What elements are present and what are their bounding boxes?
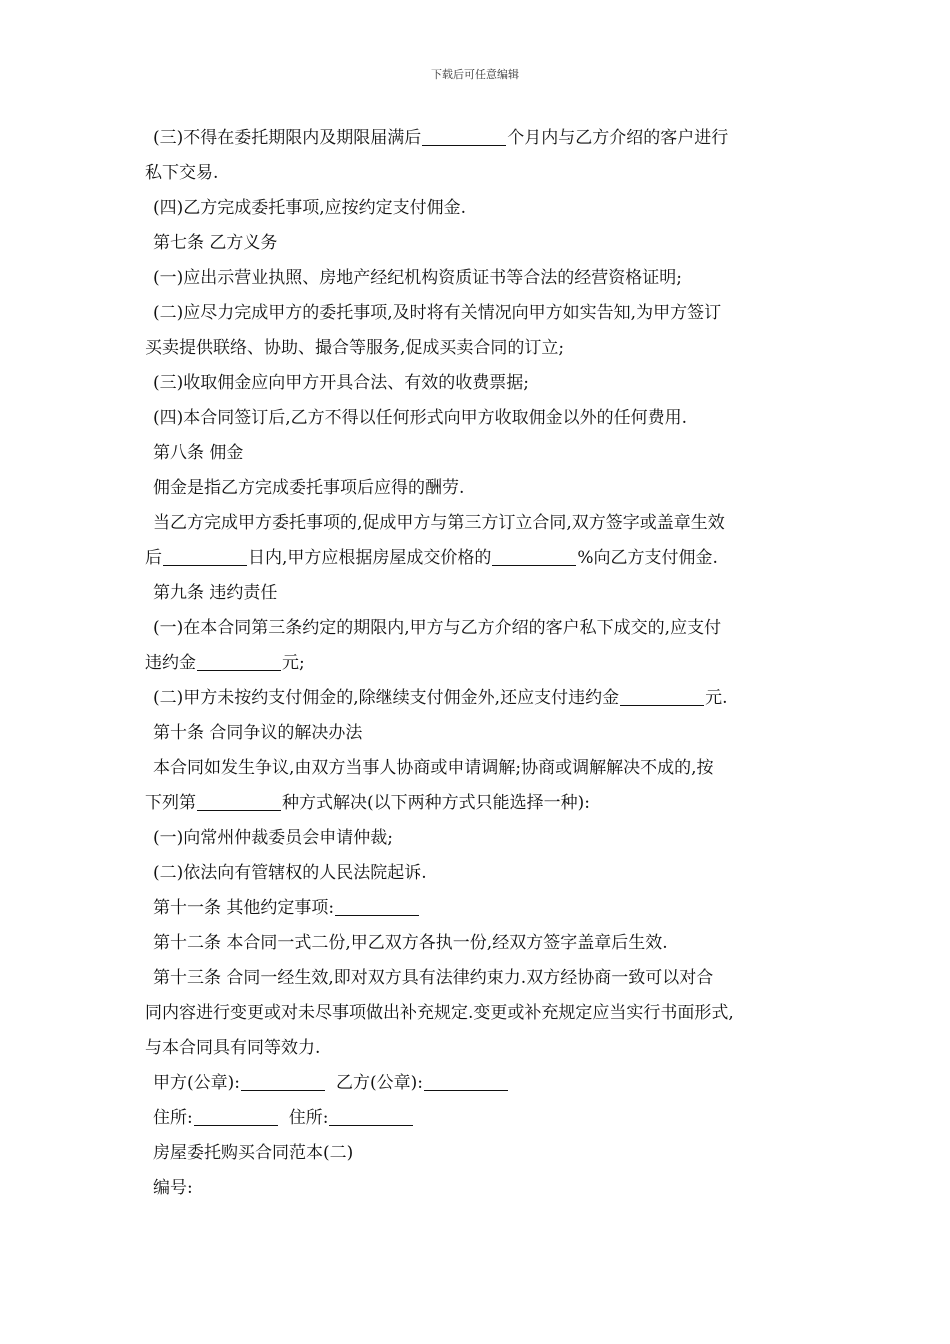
paragraph: 私下交易. [145, 163, 219, 183]
paragraph: 同内容进行变更或对未尽事项做出补充规定.变更或补充规定应当实行书面形式, [145, 1003, 734, 1023]
article-heading: 第九条 违约责任 [153, 583, 278, 603]
paragraph: (三)收取佣金应向甲方开具合法、有效的收费票据; [153, 373, 529, 393]
paragraph: (三)不得在委托期限内及期限届满后 个月内与乙方介绍的客户进行 [153, 128, 729, 148]
paragraph: 与本合同具有同等效力. [145, 1038, 321, 1058]
fill-blank [424, 1072, 508, 1091]
paragraph: 下列第 种方式解决(以下两种方式只能选择一种): [145, 793, 590, 813]
fill-blank [241, 1072, 325, 1091]
fill-blank [197, 792, 281, 811]
article-heading: 第七条 乙方义务 [153, 233, 278, 253]
page-header: 下载后可任意编辑 [431, 68, 519, 81]
paragraph: (二)应尽力完成甲方的委托事项,及时将有关情况向甲方如实告知,为甲方签订 [153, 303, 722, 323]
paragraph: 后 日内,甲方应根据房屋成交价格的 %向乙方支付佣金. [145, 548, 718, 568]
fill-blank [620, 687, 704, 706]
paragraph: (四)本合同签订后,乙方不得以任何形式向甲方收取佣金以外的任何费用. [153, 408, 688, 428]
paragraph: (四)乙方完成委托事项,应按约定支付佣金. [153, 198, 467, 218]
paragraph: 违约金 元; [145, 653, 305, 673]
paragraph: (二)甲方未按约支付佣金的,除继续支付佣金外,还应支付违约金 元. [153, 688, 728, 708]
number-label: 编号: [153, 1178, 193, 1198]
paragraph: 当乙方完成甲方委托事项的,促成甲方与第三方订立合同,双方签字或盖章生效 [153, 513, 725, 533]
fill-blank [197, 652, 281, 671]
section-title: 房屋委托购买合同范本(二) [153, 1143, 354, 1163]
address-line: 住所: 住所: [145, 1104, 815, 1139]
paragraph: 佣金是指乙方完成委托事项后应得的酬劳. [153, 478, 465, 498]
paragraph: (一)应出示营业执照、房地产经纪机构资质证书等合法的经营资格证明; [153, 268, 682, 288]
paragraph: (二)依法向有管辖权的人民法院起诉. [153, 863, 427, 883]
article-heading: 第十条 合同争议的解决办法 [153, 723, 363, 743]
paragraph: (一)在本合同第三条约定的期限内,甲方与乙方介绍的客户私下成交的,应支付 [153, 618, 722, 638]
contract-body [145, 124, 815, 1209]
fill-blank [492, 547, 576, 566]
fill-blank [335, 897, 419, 916]
fill-blank [194, 1107, 278, 1126]
paragraph: 第十三条 合同一经生效,即对双方具有法律约束力.双方经协商一致可以对合 [153, 968, 714, 988]
article-heading: 第八条 佣金 [153, 443, 244, 463]
fill-blank [329, 1107, 413, 1126]
signature-line: 甲方(公章): 乙方(公章): [145, 1069, 815, 1104]
paragraph: 买卖提供联络、协助、撮合等服务,促成买卖合同的订立; [145, 338, 565, 358]
paragraph: 本合同如发生争议,由双方当事人协商或申请调解;协商或调解解决不成的,按 [153, 758, 714, 778]
fill-blank [422, 127, 506, 146]
paragraph: (一)向常州仲裁委员会申请仲裁; [153, 828, 393, 848]
fill-blank [163, 547, 247, 566]
article-heading: 第十一条 其他约定事项: [145, 894, 815, 929]
paragraph: 第十二条 本合同一式二份,甲乙双方各执一份,经双方签字盖章后生效. [153, 933, 668, 953]
